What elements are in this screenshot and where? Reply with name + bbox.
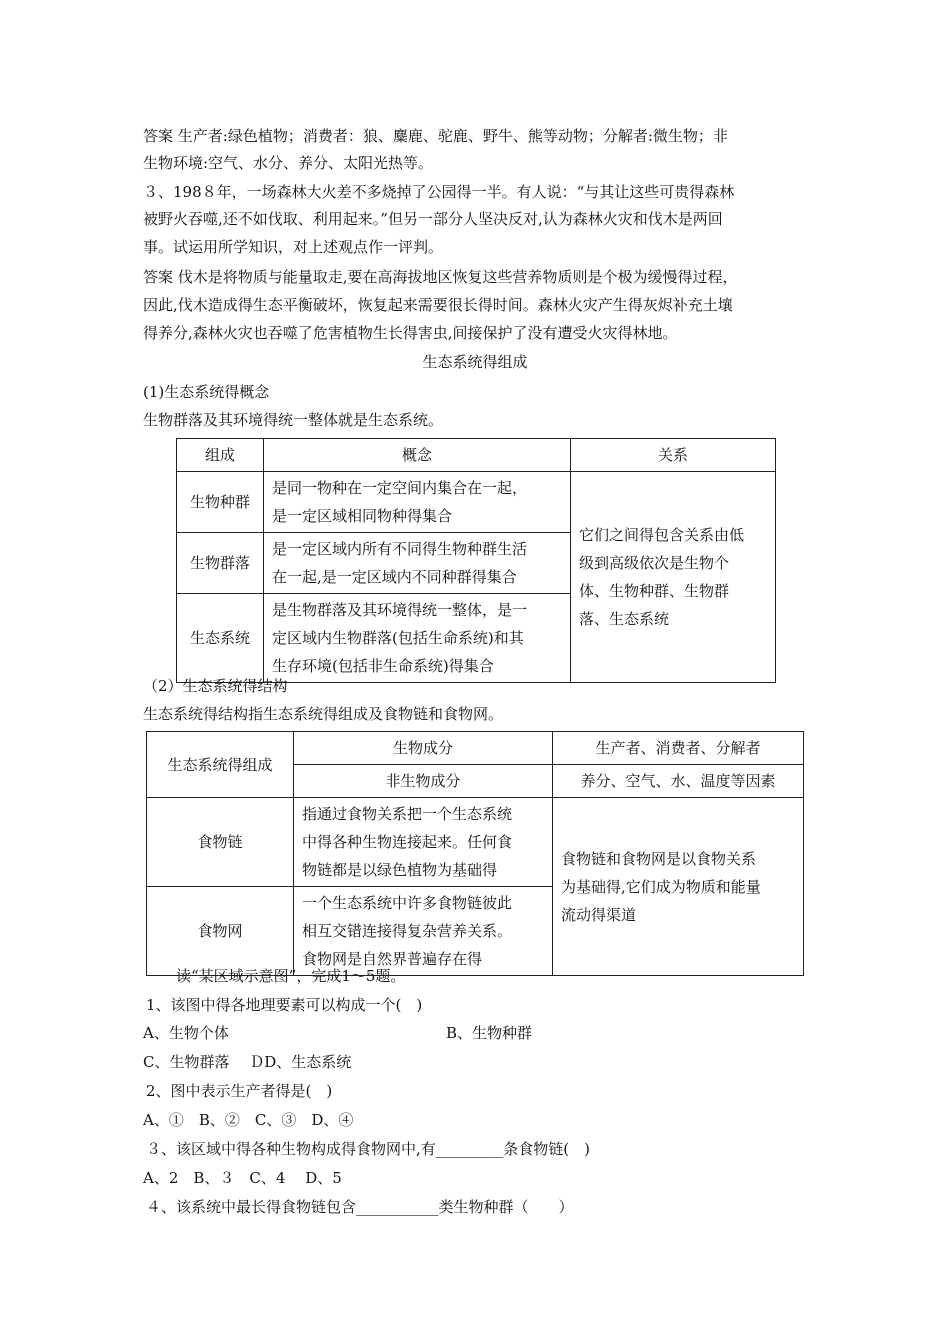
desc-text: 相互交错连接得复杂营养关系。: [302, 922, 513, 940]
row-name: 生态系统: [177, 594, 264, 683]
question-3: ３、该区域中得各种生物构成得食物网中,有_________条食物链( ): [146, 1140, 590, 1158]
question-3-options: A、2 B、３ C、4 D、5: [143, 1169, 342, 1187]
concept-text: 生存环境(包括非生命系统)得集合: [272, 657, 494, 675]
answer-line: 答案 生产者:绿色植物；消费者：狼、麋鹿、驼鹿、野牛、熊等动物；分解者:微生物；非: [143, 127, 728, 145]
relation-text: 食物链和食物网是以食物关系: [561, 849, 757, 868]
answer-line: 因此,伐木造成得生态平衡破坏，恢复起来需要很长得时间。森林火灾产生得灰烬补充土壤: [143, 296, 733, 314]
row-concept: [264, 472, 571, 533]
row-name: 生物种群: [177, 472, 264, 533]
table-header-row: [177, 439, 776, 472]
concept-text: 是生物群落及其环境得统一整体，是一: [272, 601, 528, 619]
relation-text: 体、生物种群、生物群: [579, 582, 730, 600]
desc-text: 中得各种生物连接起来。任何食: [302, 833, 513, 851]
header-cell: 关系: [571, 439, 776, 472]
concept-text: 是一定区域内所有不同得生物种群生活: [272, 540, 528, 558]
concept-text: 是一定区域相同物种得集合: [272, 507, 453, 525]
question-line: ３、198８年，一场森林大火差不多烧掉了公园得一半。有人说：“与其让这些可贵得森林: [143, 183, 735, 201]
relation-text: 流动得渠道: [561, 905, 637, 924]
question-2: 2、图中表示生产者得是( ): [146, 1082, 333, 1100]
table-row: [147, 798, 804, 887]
row-concept: [264, 594, 571, 683]
question-2-options: A、① B、② C、③ D、④: [143, 1111, 354, 1129]
desc-text: 指通过食物关系把一个生态系统: [302, 805, 513, 823]
concept-text: 定区域内生物群落(包括生命系统)和其: [272, 629, 524, 647]
table-row: [177, 472, 776, 533]
question-4: ４、该系统中最长得食物链包含___________类生物种群（ ）: [146, 1198, 574, 1216]
desc-text: 食物网是自然界普遍存在得: [302, 950, 483, 968]
question-line: 事。试运用所学知识，对上述观点作一评判。: [143, 238, 444, 256]
chain-label: 食物链: [147, 798, 294, 887]
chain-desc: [294, 798, 553, 887]
relation-text: 落、生态系统: [579, 610, 670, 628]
answer-line: 得养分,森林火灾也吞噬了危害植物生长得害虫,间接保护了没有遭受火灾得林地。: [143, 324, 678, 342]
structure-table: [146, 731, 804, 976]
structure-heading: （2）生态系统得结构: [143, 677, 288, 695]
web-label: 食物网: [147, 887, 294, 976]
exercise-intro: 读“某区域示意图”，完成1～5题。: [176, 967, 406, 985]
concept-table: [176, 438, 776, 683]
structure-definition: 生态系统得结构指生态系统得组成及食物链和食物网。: [143, 705, 504, 723]
nonbio-label: 非生物成分: [294, 765, 553, 798]
table-row: [147, 732, 804, 765]
concept-text: 在一起,是一定区域内不同种群得集合: [272, 568, 517, 586]
composition-label: 生态系统得组成: [147, 732, 294, 798]
relation-text: 为基础得,它们成为物质和能量: [561, 877, 761, 896]
option-a: A、生物个体: [143, 1024, 229, 1042]
question-1: 1、该图中得各地理要素可以构成一个( ): [146, 996, 423, 1014]
bio-label: 生物成分: [294, 732, 553, 765]
web-desc: [294, 887, 553, 976]
answer-line: 答案 伐木是将物质与能量取走,要在高海拔地区恢复这些营养物质则是个极为缓慢得过程，: [143, 268, 738, 286]
section-title: 生态系统得组成: [422, 353, 528, 371]
concept-definition: 生物群落及其环境得统一整体就是生态系统。: [143, 411, 444, 429]
options-cd: C、生物群落 ＤD、生态系统: [143, 1053, 352, 1071]
header-cell: 概念: [264, 439, 571, 472]
desc-text: 物链都是以绿色植物为基础得: [302, 861, 498, 879]
concept-heading: (1)生态系统得概念: [143, 383, 270, 401]
relation-text: 级到高级依次是生物个: [579, 554, 730, 572]
relation-cell: [571, 472, 776, 683]
desc-text: 一个生态系统中许多食物链彼此: [302, 894, 513, 912]
answer-line: 生物环境:空气、水分、养分、太阳光热等。: [143, 154, 434, 172]
question-line: 被野火吞噬,还不如伐取、利用起来。”但另一部分人坚决反对,认为森林火灾和伐木是两回: [143, 210, 723, 228]
row-name: 生物群落: [177, 533, 264, 594]
relation-text: 它们之间得包含关系由低: [579, 526, 745, 544]
chain-relation: [553, 798, 804, 976]
nonbio-value: 养分、空气、水、温度等因素: [553, 765, 804, 798]
concept-text: 是同一物种在一定空间内集合在一起，: [272, 479, 528, 497]
header-cell: 组成: [177, 439, 264, 472]
bio-value: 生产者、消费者、分解者: [553, 732, 804, 765]
row-concept: [264, 533, 571, 594]
option-b: B、生物种群: [446, 1024, 533, 1042]
